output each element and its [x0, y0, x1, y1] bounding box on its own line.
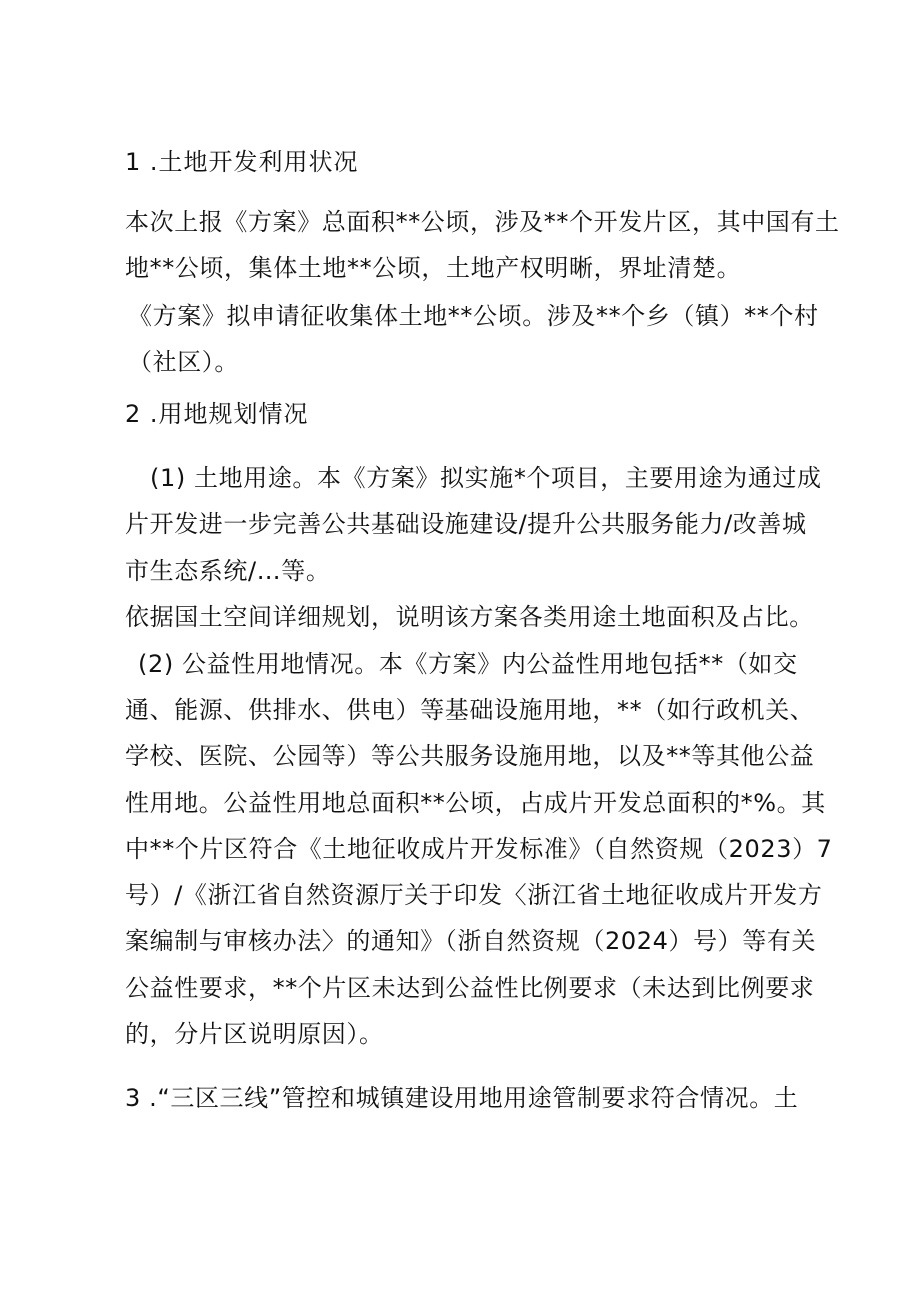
paragraph-line: 学校、医院、公园等）等公共服务设施用地，以及**等其他公益	[125, 742, 815, 770]
paragraph-line: （社区）。	[128, 348, 239, 376]
paragraph-line: 案编制与审核办法〉的通知》（浙自然资规（2024）号）等有关	[125, 927, 817, 955]
paragraph-line: 公益性要求，**个片区未达到公益性比例要求（未达到比例要求	[125, 974, 815, 1002]
paragraph-line: 市生态系统/…等。	[125, 557, 331, 585]
paragraph-line: 通、能源、供排水、供电）等基础设施用地，**（如行政机关、	[125, 696, 815, 724]
paragraph-line: 性用地。公益性用地总面积**公顷，占成片开发总面积的*%。其	[125, 789, 826, 817]
paragraph-line: (2) 公益性用地情况。本《方案》内公益性用地包括**（如交	[138, 650, 798, 678]
paragraph-line: 号）/《浙江省自然资源厅关于印发〈浙江省土地征收成片开发方	[125, 881, 823, 909]
paragraph-line: 本次上报《方案》总面积**公顷，涉及**个开发片区，其中国有土	[125, 208, 840, 236]
paragraph-line: 片开发进一步完善公共基础设施建设/提升公共服务能力/改善城	[125, 510, 807, 538]
paragraph-line: 《方案》拟申请征收集体土地**公顷。涉及**个乡（镇）**个村	[128, 302, 819, 330]
paragraph-line: 依据国土空间详细规划，说明该方案各类用途土地面积及占比。	[125, 603, 814, 631]
paragraph-line: 地**公顷，集体土地**公顷，土地产权明晰，界址清楚。	[125, 254, 742, 282]
paragraph-line: 的，分片区说明原因）。	[125, 1020, 384, 1048]
section-heading-3: 3 .“三区三线”管控和城镇建设用地用途管制要求符合情况。土	[125, 1084, 799, 1112]
section-heading-1: 1 .土地开发利用状况	[125, 148, 359, 176]
section-heading-2: 2 .用地规划情况	[125, 400, 309, 428]
paragraph-line: 中**个片区符合《土地征收成片开发标准》（自然资规（2023）7	[125, 835, 833, 863]
paragraph-line: (1) 土地用途。本《方案》拟实施*个项目，主要用途为通过成	[150, 464, 822, 492]
